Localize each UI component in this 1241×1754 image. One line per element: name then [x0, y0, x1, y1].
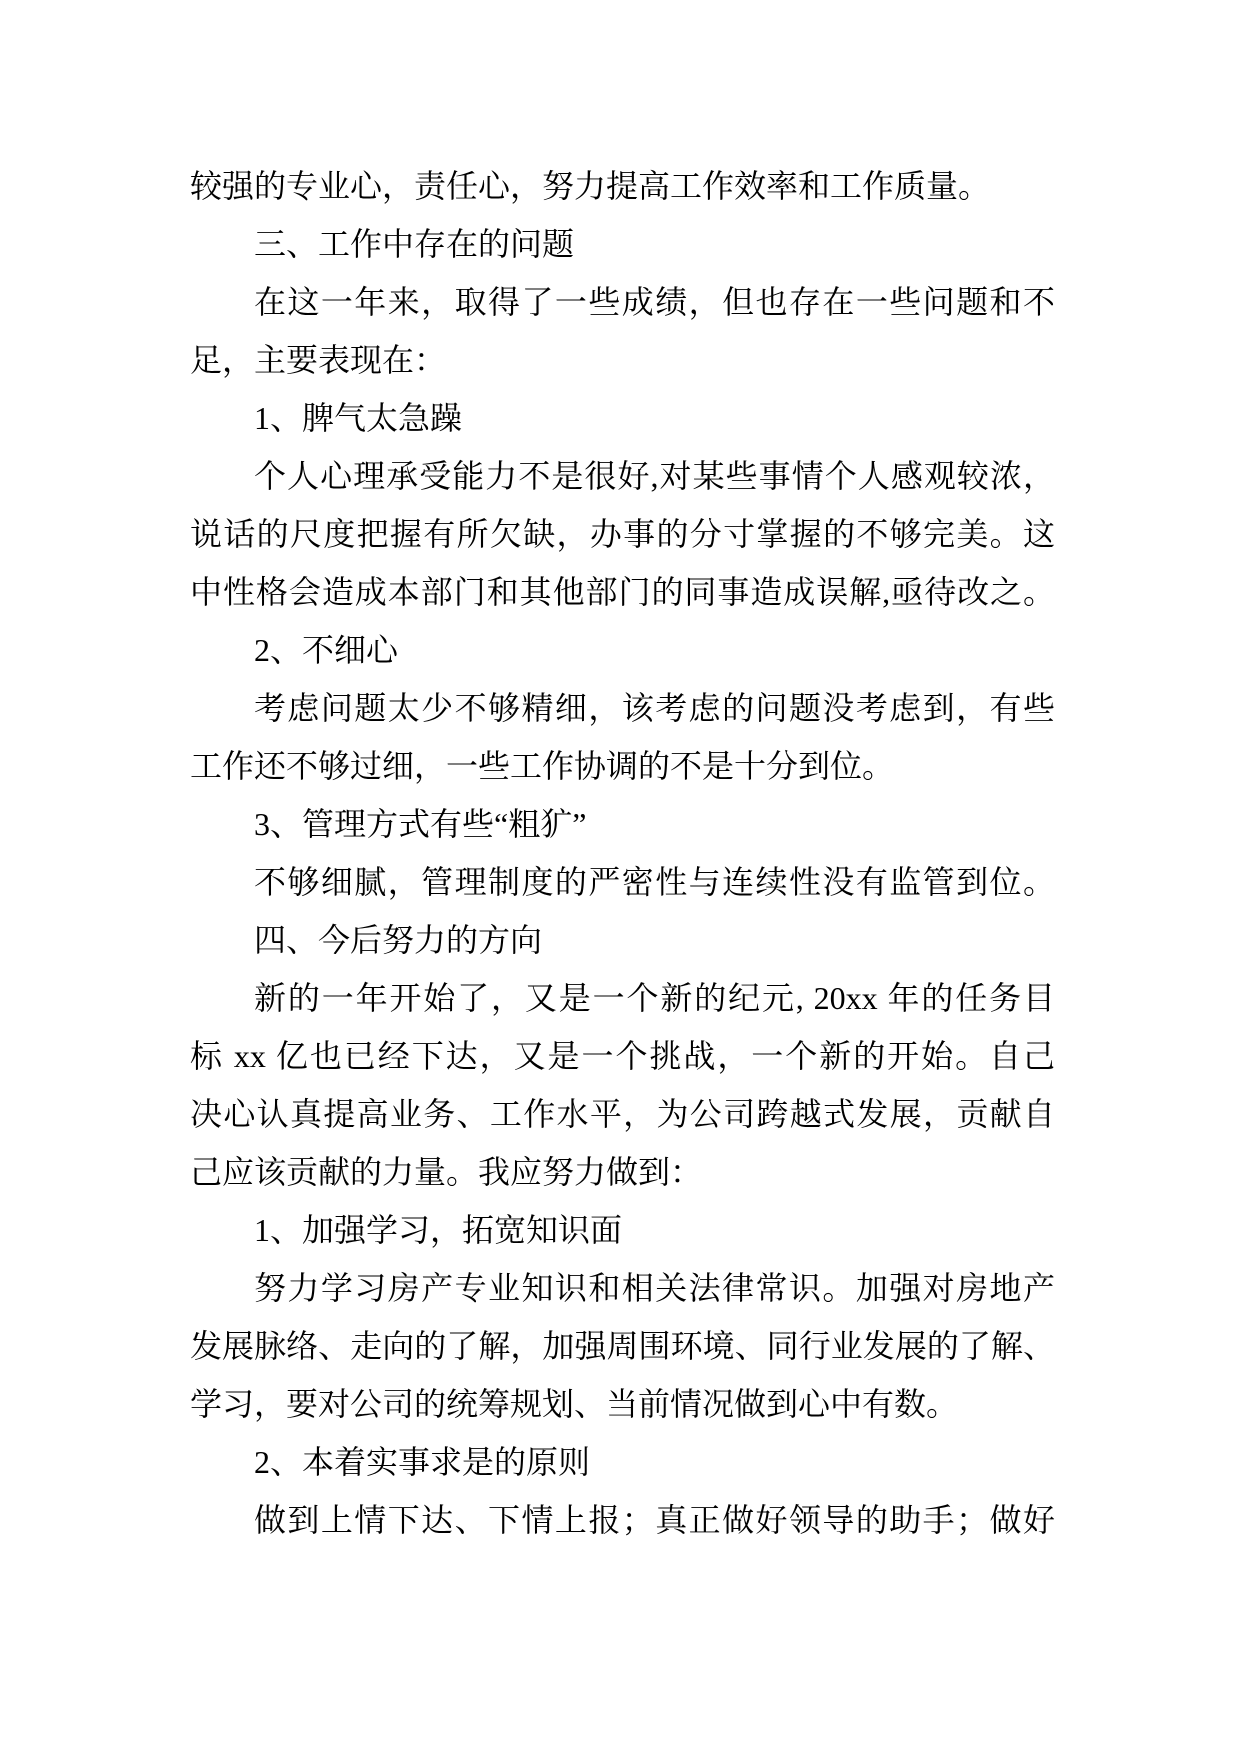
text-line: 2、本着实事求是的原则 — [254, 1444, 591, 1480]
text-line: 在这一年来，取得了一些成绩，但也存在一些问题和不 — [254, 284, 1055, 320]
text-line: 发展脉络、走向的了解，加强周围环境、同行业发展的了解、 — [190, 1328, 1055, 1364]
text-line: 说话的尺度把握有所欠缺，办事的分寸掌握的不够完美。这 — [190, 516, 1055, 552]
text-line: 三、工作中存在的问题 — [254, 226, 575, 262]
text-line: 1、脾气太急躁 — [254, 400, 463, 436]
text-line: 足，主要表现在： — [190, 342, 447, 378]
text-line: 2、不细心 — [254, 632, 399, 668]
text-line: 较强的专业心，责任心，努力提高工作效率和工作质量。 — [190, 168, 991, 204]
document-body — [190, 157, 1055, 1549]
text-line: 己应该贡献的力量。我应努力做到： — [190, 1154, 703, 1190]
text-line: 学习，要对公司的统筹规划、当前情况做到心中有数。 — [190, 1386, 959, 1422]
text-line: 3、管理方式有些“粗犷” — [254, 806, 587, 842]
text-line: 决心认真提高业务、工作水平，为公司跨越式发展，贡献自 — [190, 1096, 1055, 1132]
text-line: 中性格会造成本部门和其他部门的同事造成误解,亟待改之。 — [190, 574, 1055, 610]
text-line: 努力学习房产专业知识和相关法律常识。加强对房地产 — [254, 1270, 1055, 1306]
text-line: 工作还不够过细，一些工作协调的不是十分到位。 — [190, 748, 895, 784]
text-line: 考虑问题太少不够精细，该考虑的问题没考虑到，有些 — [254, 690, 1055, 726]
text-line: 1、加强学习，拓宽知识面 — [254, 1212, 623, 1248]
text-line: 不够细腻，管理制度的严密性与连续性没有监管到位。 — [254, 864, 1055, 900]
text-line: 做到上情下达、下情上报；真正做好领导的助手；做好 — [254, 1502, 1055, 1538]
text-line: 个人心理承受能力不是很好,对某些事情个人感观较浓， — [254, 458, 1055, 494]
text-line: 新的一年开始了，又是一个新的纪元, 20xx 年的任务目 — [254, 980, 1055, 1016]
text-line: 标 xx 亿也已经下达，又是一个挑战，一个新的开始。自己 — [190, 1038, 1055, 1074]
text-line: 四、今后努力的方向 — [254, 922, 543, 958]
